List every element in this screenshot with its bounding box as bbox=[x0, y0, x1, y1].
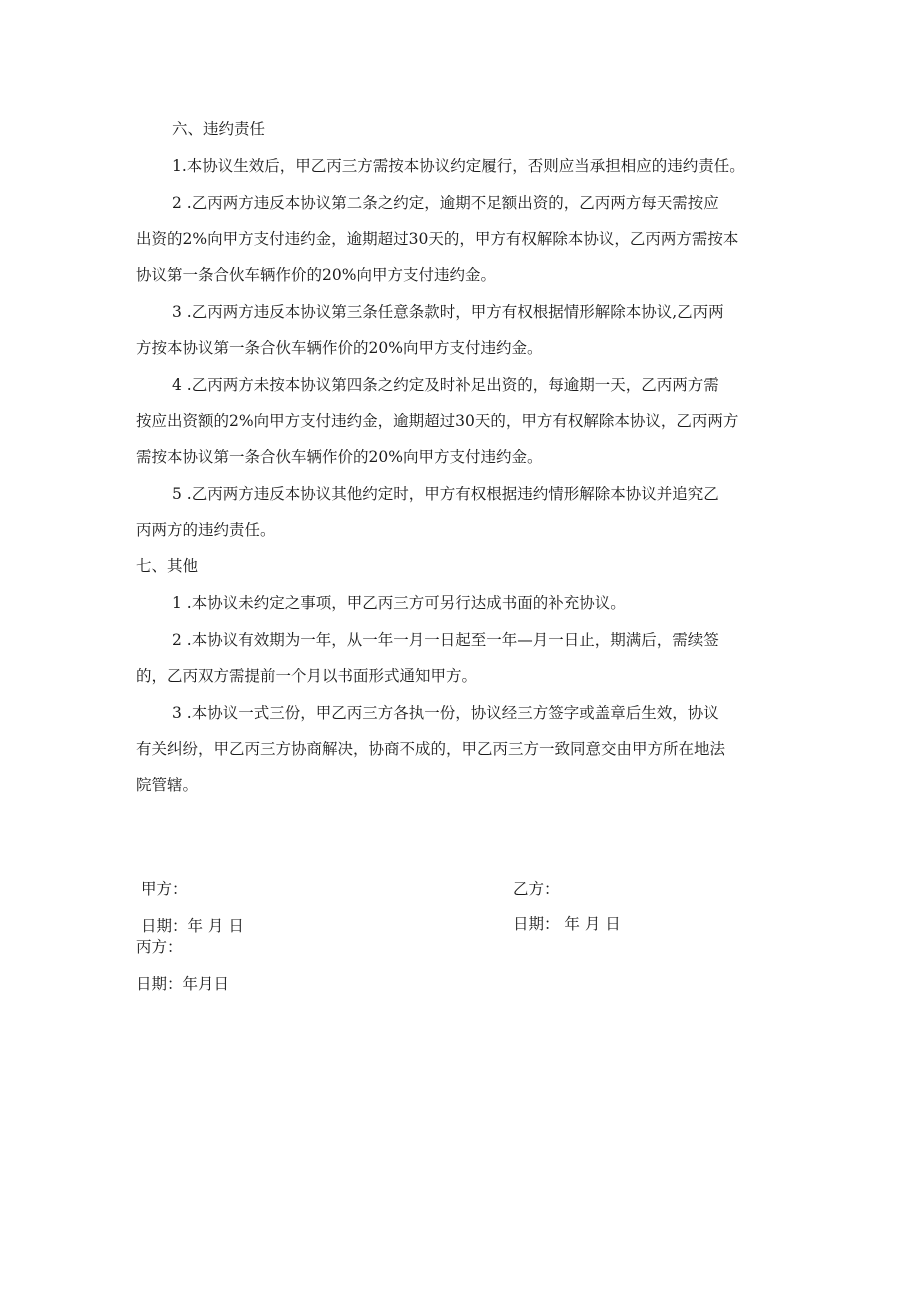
clause-6-4-line-1: 4 .乙丙两方未按本协议第四条之约定及时补足出资的，每逾期一天，乙丙两方需 bbox=[172, 376, 719, 394]
clause-6-5-line-2: 丙两方的违约责任。 bbox=[136, 521, 276, 539]
party-a-label: 甲方： bbox=[141, 880, 188, 898]
party-b-date: 日期： 年 月 日 bbox=[513, 915, 621, 933]
party-b-label: 乙方： bbox=[513, 880, 560, 898]
clause-6-3-line-2: 方按本协议第一条合伙车辆作价的20%向甲方支付违约金。 bbox=[136, 339, 543, 357]
clause-6-2-line-3: 协议第一条合伙车辆作价的20%向甲方支付违约金。 bbox=[136, 266, 496, 284]
clause-7-3-line-2: 有关纠纷，甲乙丙三方协商解决，协商不成的，甲乙丙三方一致同意交由甲方所在地法 bbox=[136, 740, 726, 758]
clause-7-1-line-1: 1 .本协议未约定之事项，甲乙丙三方可另行达成书面的补充协议。 bbox=[172, 594, 626, 612]
section-heading-other: 七、其他 bbox=[136, 557, 199, 575]
party-c-date: 日期：年月日 bbox=[136, 975, 230, 993]
clause-6-4-line-3: 需按本协议第一条合伙车辆作价的20%向甲方支付违约金。 bbox=[136, 448, 543, 466]
clause-6-1-line-1: 1.本协议生效后，甲乙丙三方需按本协议约定履行，否则应当承担相应的违约责任。 bbox=[172, 157, 745, 175]
clause-6-2-line-1: 2 .乙丙两方违反本协议第二条之约定，逾期不足额出资的，乙丙两方每天需按应 bbox=[172, 194, 719, 212]
party-a-date: 日期：年 月 日 bbox=[141, 917, 244, 935]
clause-7-2-line-2: 的，乙丙双方需提前一个月以书面形式通知甲方。 bbox=[136, 667, 478, 685]
clause-7-3-line-1: 3 .本协议一式三份，甲乙丙三方各执一份，协议经三方签字或盖章后生效，协议 bbox=[172, 704, 719, 722]
clause-6-4-line-2: 按应出资额的2%向甲方支付违约金，逾期超过30天的，甲方有权解除本协议，乙丙两方 bbox=[136, 412, 739, 430]
clause-6-2-line-2: 出资的2%向甲方支付违约金，逾期超过30天的，甲方有权解除本协议，乙丙两方需按本 bbox=[136, 230, 739, 248]
clause-7-2-line-1: 2 .本协议有效期为一年，从一年一月一日起至一年—月一日止，期满后，需续签 bbox=[172, 631, 719, 649]
clause-7-3-line-3: 院管辖。 bbox=[136, 776, 199, 794]
clause-6-3-line-1: 3 .乙丙两方违反本协议第三条任意条款时，甲方有权根据情形解除本协议,乙丙两 bbox=[172, 303, 724, 321]
section-heading-breach-liability: 六、违约责任 bbox=[172, 120, 266, 138]
clause-6-5-line-1: 5 .乙丙两方违反本协议其他约定时，甲方有权根据违约情形解除本协议并追究乙 bbox=[172, 485, 719, 503]
party-c-label: 丙方： bbox=[136, 938, 183, 956]
